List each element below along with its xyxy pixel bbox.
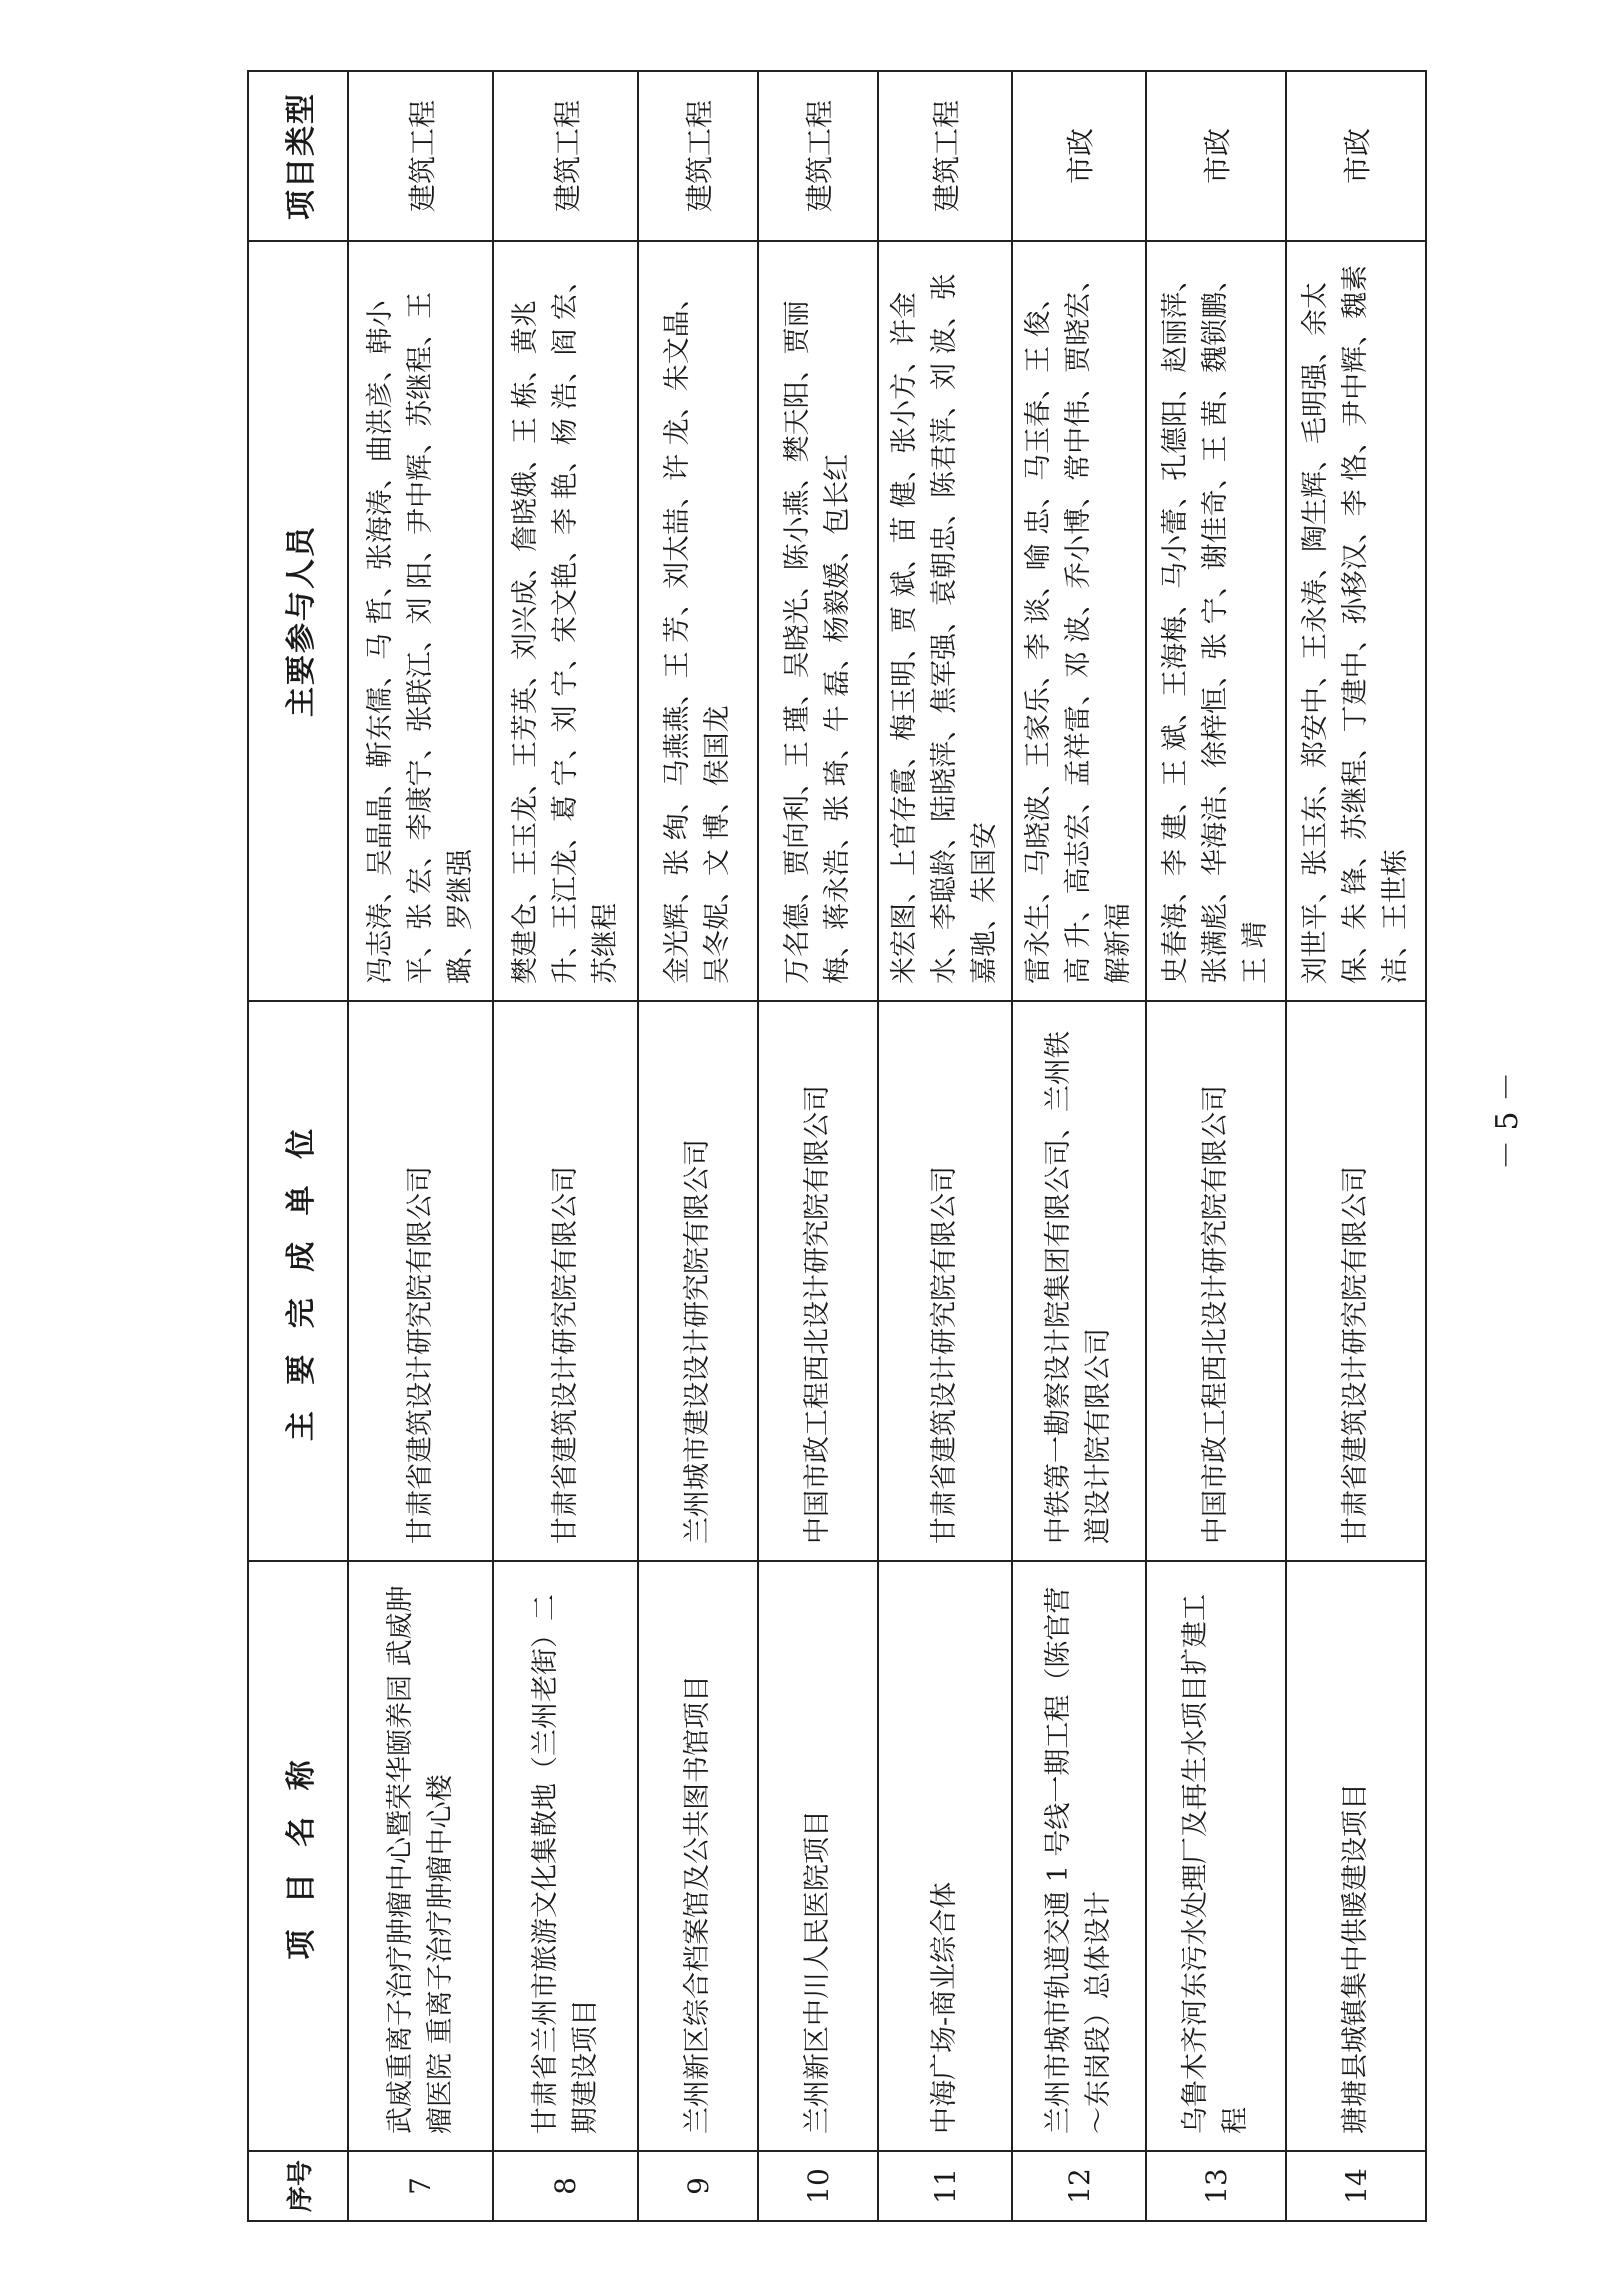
- row-participants: 樊建仓、王玉龙、王芳英、刘兴成、詹晓娥、王 栋、黄兆升、王江龙、葛 宁、刘 宁、宋文艳、李 艳、杨 浩、阎 宏、苏继程: [493, 241, 638, 1001]
- row-participants: 雷永生、马晓波、王家乐、李 谈、喻 忠、马玉春、王 俊、高 升、高志宏、孟祥雷、邓 波、乔小博、常中伟、贾晓宏、解新福: [1012, 241, 1146, 1001]
- header-participants: 主要参与人员: [248, 241, 348, 1001]
- row-project-name: 乌鲁木齐河东污水处理厂及再生水项目扩建工程: [1146, 1561, 1286, 2151]
- row-project-type: 建筑工程: [348, 71, 493, 241]
- rotated-table-wrapper: [247, 72, 1427, 2222]
- row-completion-unit: 甘肃省建筑设计研究院有限公司: [493, 1001, 638, 1561]
- page-number: － 5 －: [1490, 1071, 1525, 1170]
- row-participants: 冯志涛、吴晶晶、靳东儒、马 哲、张海涛、曲洪彦、韩小平、张 宏、李康宁、张联江、刘 阳、尹中辉、苏继程、王 璐、罗继强: [348, 241, 493, 1001]
- row-project-name: 兰州新区综合档案馆及公共图书馆项目: [638, 1561, 758, 2151]
- row-seq: 7: [348, 2151, 493, 2221]
- row-completion-unit: 中国市政工程西北设计研究院有限公司: [758, 1001, 878, 1561]
- row-seq: 14: [1286, 2151, 1426, 2221]
- row-project-name: 瑭塘县城镇集中供暖建设项目: [1286, 1561, 1426, 2151]
- row-completion-unit: 甘肃省建筑设计研究院有限公司: [1286, 1001, 1426, 1561]
- row-seq: 12: [1012, 2151, 1146, 2221]
- row-completion-unit: 甘肃省建筑设计研究院有限公司: [348, 1001, 493, 1561]
- row-participants: 刘世平、张玉东、郑安中、王永涛、陶生辉、毛明强、余太保、朱 锋、苏继程、丁建中、孙移汉、李 恪、尹中辉、魏素洁、王世栋: [1286, 241, 1426, 1001]
- row-project-type: 市政: [1286, 71, 1426, 241]
- row-seq: 10: [758, 2151, 878, 2221]
- row-project-type: 建筑工程: [493, 71, 638, 241]
- table-row: [758, 71, 878, 2221]
- row-participants: 史春海、李 建、王 斌、王海梅、马小蕾、孔德阳、赵丽萍、张满彪、华海洁、徐梓恒、张 宁、谢佳奇、王 茜、魏锁鹏、王 靖: [1146, 241, 1286, 1001]
- header-project-type: 项目类型: [248, 71, 348, 241]
- row-participants: 金光辉、张 绚、马燕燕、王 芳、刘太喆、许 龙、朱文晶、吴冬妮、文 博、侯国龙: [638, 241, 758, 1001]
- row-seq: 8: [493, 2151, 638, 2221]
- awards-table: [247, 70, 1427, 2222]
- row-participants: 米宏图、上官存霞、梅玉明、贾 斌、苗 健、张小方、许金水、李聪龄、陆晓萍、焦军强、袁朝忠、陈君萍、刘 波、张嘉驰、朱国安: [878, 241, 1012, 1001]
- row-completion-unit: 甘肃省建筑设计研究院有限公司: [878, 1001, 1012, 1561]
- row-project-type: 建筑工程: [758, 71, 878, 241]
- row-completion-unit: 中国市政工程西北设计研究院有限公司: [1146, 1001, 1286, 1561]
- row-completion-unit: 兰州城市建设设计研究院有限公司: [638, 1001, 758, 1561]
- row-project-name: 兰州市城市轨道交通 1 号线一期工程（陈官营～东岗段）总体设计: [1012, 1561, 1146, 2151]
- table-row: [1286, 71, 1426, 2221]
- table-row: [1012, 71, 1146, 2221]
- row-participants: 万名德、贾向利、王 瑾、吴晓光、陈小燕、樊天阳、贾丽梅、蒋永浩、张 琦、牛 磊、杨毅媛、包长红: [758, 241, 878, 1001]
- row-seq: 9: [638, 2151, 758, 2221]
- table-row: [1146, 71, 1286, 2221]
- table-header-row: [248, 71, 348, 2221]
- header-completion-unit: 主 要 完 成 单 位: [248, 1001, 348, 1561]
- row-project-type: 市政: [1146, 71, 1286, 241]
- table-row: [878, 71, 1012, 2221]
- row-project-type: 市政: [1012, 71, 1146, 241]
- table-row: [348, 71, 493, 2221]
- row-project-name: 中海广场-商业综合体: [878, 1561, 1012, 2151]
- row-seq: 11: [878, 2151, 1012, 2221]
- row-completion-unit: 中铁第一勘察设计院集团有限公司、兰州铁道设计院有限公司: [1012, 1001, 1146, 1561]
- table-row: [638, 71, 758, 2221]
- row-project-name: 甘肃省兰州市旅游文化集散地（兰州老街）二期建设项目: [493, 1561, 638, 2151]
- table-row: [493, 71, 638, 2221]
- header-seq: 序号: [248, 2151, 348, 2221]
- row-project-name: 武威重离子治疗肿瘤中心暨荣华颐养园 武威肿瘤医院 重离子治疗肿瘤中心楼: [348, 1561, 493, 2151]
- row-project-type: 建筑工程: [638, 71, 758, 241]
- header-project-name: 项 目 名 称: [248, 1561, 348, 2151]
- row-project-type: 建筑工程: [878, 71, 1012, 241]
- row-project-name: 兰州新区中川人民医院项目: [758, 1561, 878, 2151]
- row-seq: 13: [1146, 2151, 1286, 2221]
